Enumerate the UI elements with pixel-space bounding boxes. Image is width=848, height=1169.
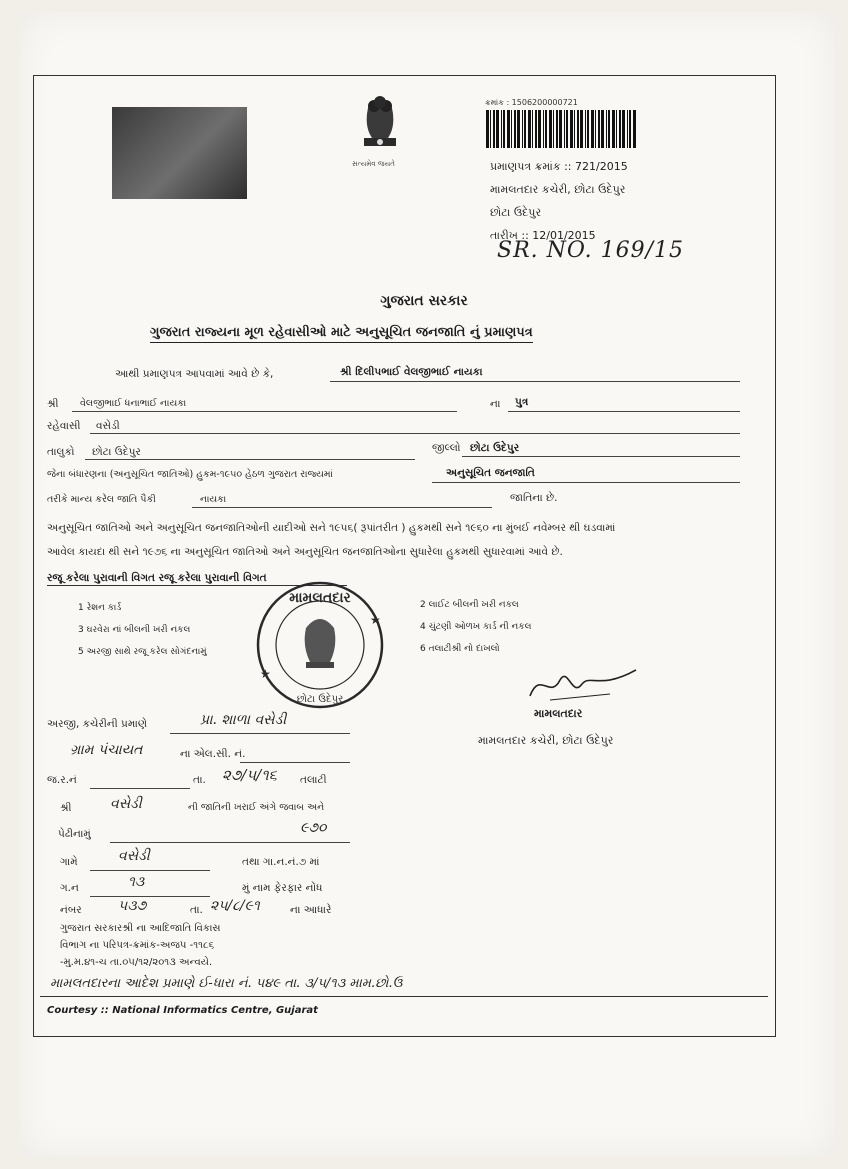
document-item: 6 તલાટીશ્રી નો દાખલો (420, 644, 500, 654)
stamp-bottom-text: છોટા ઉદેપુર (296, 694, 344, 705)
relation-underline (508, 411, 740, 412)
barcode-bar (627, 110, 628, 148)
note-value: ૨૫/૮/૯૧ (210, 898, 260, 914)
taluka-underline (85, 459, 415, 460)
note-value: ગ્રામ પંચાયત (70, 742, 143, 758)
note-value: ૨૭/૫/૧૬ (222, 766, 277, 784)
barcode-bar (553, 110, 554, 148)
barcode-bar (608, 110, 610, 148)
note-label: ગામે (60, 856, 78, 868)
government-name: ગુજરાત સરકાર (380, 293, 468, 309)
note-label: શ્રી (60, 802, 72, 814)
courtesy-line: Courtesy :: National Informatics Centre, Gujarat (47, 1005, 318, 1016)
note-value: પ્રા. શાળા વસેડી (200, 712, 287, 728)
barcode-bar (616, 110, 617, 148)
note-label: તા. (193, 774, 206, 786)
barcode-bar (574, 110, 575, 148)
barcode (486, 110, 638, 148)
note-label: ની જાતિની ખરાઈ અંગે જવાબ અને (188, 802, 325, 813)
barcode-bar (566, 110, 568, 148)
note-label: તથા ગા.ન.નં.૭ માં (242, 856, 320, 868)
signatory-office: મામલતદાર કચેરી, છોટા ઉદેપુર (478, 734, 614, 747)
barcode-bar (538, 110, 541, 148)
official-stamp (250, 580, 390, 710)
note-value: વસેડી (110, 796, 142, 812)
holder-name: શ્રી દિલીપભાઈ વેલજીભાઈ નાયકા (340, 366, 483, 378)
emblem-caption: સત્યમેવ જયતે (352, 160, 395, 168)
father-name: વેલજીભાઈ ધનાભાઈ નાયકા (80, 398, 187, 409)
svg-text:★: ★ (370, 613, 381, 627)
resident-label: રહેવાસી (47, 420, 81, 432)
note-value: ૫૩૭ (118, 898, 147, 914)
barcode-bar (598, 110, 600, 148)
footer-rule (40, 996, 768, 997)
taluka-value: છોટા ઉદેપુર (92, 446, 141, 458)
barcode-bar (612, 110, 615, 148)
note-value: વસેડી (118, 848, 150, 864)
barcode-bar (601, 110, 604, 148)
shri-label: શ્રી (47, 398, 59, 410)
note-label: ના એલ.સી. નં. (180, 748, 246, 760)
barcode-bar (486, 110, 489, 148)
barcode-bar (511, 110, 512, 148)
barcode-bar (587, 110, 589, 148)
national-emblem-icon (350, 86, 410, 156)
intro-label: આથી પ્રમાણપત્ર આપવામાં આવે છે કે, (115, 368, 274, 380)
caste-value: નાયકા (200, 494, 227, 505)
constitution-label: જેના બંધારણના (અનુસૂચિત જાતિઓ) હુકમ-૧૯૫૦ હેઠળ ગુજરાત રાજ્યમાં (47, 469, 333, 480)
district-label: જીલ્લો (432, 442, 461, 454)
barcode-bar (490, 110, 491, 148)
document-item: 2 લાઈટ બીલની ખરી નકલ (420, 600, 519, 610)
note-value: ૯૭૦ (300, 820, 327, 836)
note-underline (110, 842, 350, 843)
barcode-bar (496, 110, 499, 148)
barcode-bar (619, 110, 621, 148)
document-item: 5 અરજી સાથે રજૂ કરેલ સોગંદનામું (78, 647, 207, 657)
note-label: અરજી, કચેરીની પ્રમાણે (47, 718, 147, 730)
serial-number: SR. NO. 169/15 (497, 238, 685, 263)
barcode-bar (543, 110, 544, 148)
note-value: ૧૩ (128, 874, 145, 890)
note-label: ના આધારે (290, 904, 332, 916)
barcode-bar (532, 110, 533, 148)
barcode-bar (629, 110, 631, 148)
issuer-place: છોટા ઉદેપુર (490, 206, 542, 219)
signature (520, 660, 640, 708)
note-label: તા. (190, 904, 203, 916)
note-label: ગ.ન (60, 882, 79, 894)
document-item: 1 રેશન કાર્ડ (78, 603, 122, 613)
barcode-bar (493, 110, 495, 148)
issue-date: તારીખ :: 12/01/2015 (490, 229, 596, 242)
note-text: ગુજરાત સરકારશ્રી ના આદિજાતિ વિકાસ (60, 923, 221, 934)
document-item: 4 ચુંટણી ઓળખ કાર્ડ ની નકલ (420, 622, 532, 632)
barcode-bar (580, 110, 583, 148)
barcode-bar (535, 110, 537, 148)
note-label: પેઢીનામું (58, 828, 91, 840)
legal-paragraph-line-1: અનુસૂચિત જાતિઓ અને અનુસૂચિત જનજાતિઓની યાદીઓ સને ૧૯૫૬( રૂપાંતરીત ) હુકમથી સને ૧૯૬૦ ના મુંબઈ નવેમ્બર થી ઘડવામાં (47, 522, 616, 534)
name-underline (330, 381, 740, 382)
relation-value: પુત્ર (515, 396, 529, 408)
barcode-bar (549, 110, 552, 148)
barcode-bar (595, 110, 596, 148)
barcode-bar (528, 110, 531, 148)
certificate-number: પ્રમાણપત્ર ક્રમાંક :: 721/2015 (490, 160, 628, 173)
barcode-bar (514, 110, 516, 148)
barcode-bar (507, 110, 510, 148)
reference-number: ક્રમાંક : 1506200000721 (485, 98, 578, 107)
barcode-bar (503, 110, 505, 148)
caste-suffix: જાતિના છે. (510, 492, 558, 504)
note-underline (240, 762, 350, 763)
note-underline (90, 870, 210, 871)
stamp-text: મામલતદાર (289, 590, 351, 606)
district-value: છોટા ઉદેપુર (470, 442, 520, 454)
signatory-role: મામલતદાર (534, 707, 583, 720)
applicant-photo (112, 107, 247, 199)
barcode-bar (577, 110, 579, 148)
barcode-bar (545, 110, 547, 148)
legal-paragraph-line-2: આવેલ કાયદા થી સને ૧૯૭૬ ના અનુસૂચિત જાતિઓ અને અનુસૂચિત જનજાતિઓના સુધારેલા હુકમથી સુધારવામાં આવે છે. (47, 546, 563, 558)
constitution-value: અનુસૂચિત જનજાતિ (446, 467, 535, 479)
barcode-bar (606, 110, 607, 148)
note-text: વિભાગ ના પરિપત્ર-ક્રમાંક-અજપ -૧૧૮૬ (60, 940, 215, 951)
document-item: 3 ઘરવેરા નાં બીલની ખરી નકલ (78, 625, 191, 635)
barcode-bar (524, 110, 526, 148)
father-underline (72, 411, 457, 412)
district-underline (462, 456, 740, 457)
taluka-label: તાલુકો (47, 446, 75, 458)
footer-endorsement: મામલતદારના આદેશ પ્રમાણે ઈ-ધારા નં. ૫૪૯ તા. ૩/૫/૧૩ મામ.છો.ઉ (50, 976, 403, 991)
recognised-label: તરીકે માન્ય કરેલ જાતિ પૈકી (47, 494, 156, 505)
issuer-office: મામલતદાર કચેરી, છોટા ઉદેપુર (490, 183, 626, 196)
barcode-bar (564, 110, 565, 148)
note-text: -મુ.મ.૪૧-ચ તા.૦૫/૧૨/૨૦૧૩ અન્વયે. (60, 957, 213, 968)
note-label: જ.ર.નં (47, 774, 77, 786)
caste-underline (192, 507, 492, 508)
barcode-bar (570, 110, 573, 148)
certificate-title: ગુજરાત રાજ્યના મૂળ રહેવાસીઓ માટે અનુસૂચિત જનજાતિ નું પ્રમાણપત્ર (150, 325, 533, 343)
barcode-bar (501, 110, 502, 148)
barcode-bar (633, 110, 636, 148)
note-label: નંબર (60, 904, 82, 916)
documents-heading: રજૂ કરેલા પુરાવાની વિગત રજૂ કરેલા પુરાવાની વિગત (47, 572, 347, 586)
barcode-bar (622, 110, 625, 148)
note-label: તલાટી (300, 774, 327, 786)
note-label: મું નામ ફેરફાર નોંધ (242, 882, 323, 894)
note-underline (90, 896, 210, 897)
barcode-bar (591, 110, 594, 148)
barcode-bar (517, 110, 520, 148)
barcode-bar (522, 110, 523, 148)
barcode-bar (559, 110, 562, 148)
svg-text:★: ★ (260, 667, 271, 681)
resident-value: વસેડી (96, 420, 120, 432)
barcode-bar (556, 110, 558, 148)
note-underline (170, 733, 350, 734)
constitution-underline (432, 482, 740, 483)
son-of-label: ના (490, 398, 501, 410)
resident-underline (90, 433, 740, 434)
note-underline (90, 788, 190, 789)
barcode-bar (585, 110, 586, 148)
